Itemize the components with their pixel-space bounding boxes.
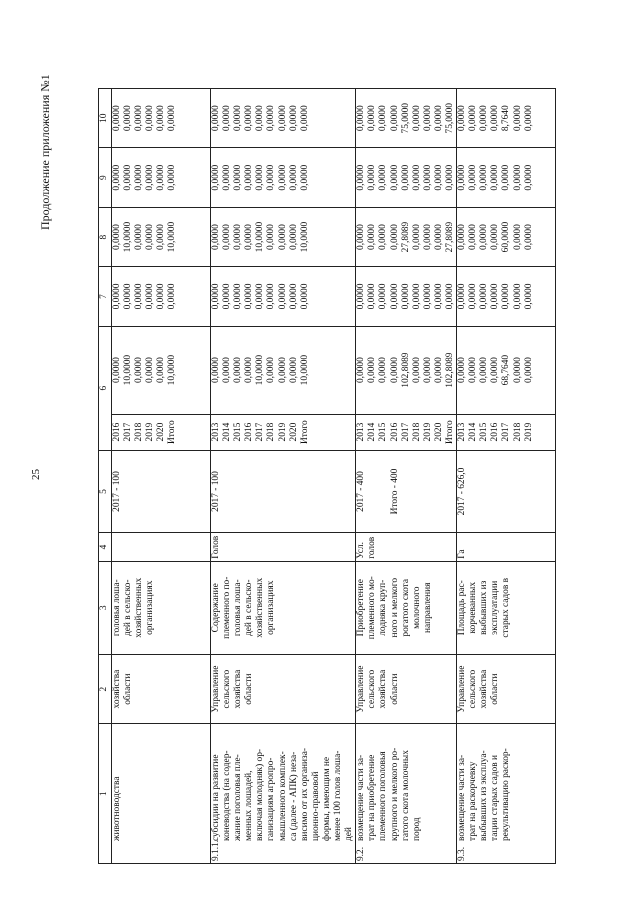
unit: Голов [211,533,356,561]
page-number: 25 [30,469,42,480]
target-value: 2017 - 400 Итого - 400 [356,450,457,533]
amount-col9: 0,0000 0,0000 0,0000 0,0000 0,0000 0,0000 [112,148,211,207]
indicator: головья лоша- дей в сельско- хозяйственных организациях [112,561,211,654]
amount-col10: 0,0000 0,0000 0,0000 0,0000 8,7640 0,0000 0,0000 [457,89,556,148]
col-header: 3 [99,561,112,654]
amount-col8: 0,0000 0,0000 0,0000 0,0000 60,0000 0,0000 0,0000 [457,207,556,266]
amount-col8: 0,0000 0,0000 0,0000 0,0000 10,0000 0,0000 0,0000 0,0000 10,0000 [211,207,356,266]
amount-col7: 0,0000 0,0000 0,0000 0,0000 0,0000 0,0000 0,0000 [457,267,556,326]
item-number: 9.2. [356,846,367,861]
measure-name: 9.2.возмещение части за- трат на приобретение племенного поголовья крупного и мелкого ро- гатого скота молочных пород [356,724,457,864]
measure-name: 9.1.1.субсидии на развитие коневодства (на содер- жание поголовья пле- менных лошадей, включая молодняк) ор- ганизациям агропро- мышленного комплек- са (далее - АПК) неза- висимо от их организа- ционно-правовой формы, имеющим не менее 100 голов лоша- дей [211,724,356,864]
amount-col8: 0,0000 10,0000 0,0000 0,0000 0,0000 10,0000 [112,207,211,266]
col-header: 6 [99,326,112,450]
total-amount: 0,0000 0,0000 0,0000 0,0000 68,7640 0,0000 0,0000 [457,326,556,414]
year-list: 2016 2017 2018 2019 2020 Итого [112,414,211,450]
target-value: 2017 - 100 [112,450,211,533]
rotated-table-area [98,88,588,864]
amount-col9: 0,0000 0,0000 0,0000 0,0000 0,0000 0,0000 0,0000 [457,148,556,207]
amount-col7: 0,0000 0,0000 0,0000 0,0000 0,0000 0,0000 [112,267,211,326]
col-header: 10 [99,89,112,148]
table-row [112,89,211,864]
col-header: 5 [99,450,112,533]
amount-col10: 0,0000 0,0000 0,0000 0,0000 0,0000 0,0000 0,0000 0,0000 0,0000 [211,89,356,148]
unit [112,533,211,561]
table-row [211,89,356,864]
col-header: 9 [99,148,112,207]
unit: Усл. голов [356,533,457,561]
col-header: 2 [99,654,112,724]
continuation-note: Продолжение приложения №1 [38,74,52,230]
amount-col7: 0,0000 0,0000 0,0000 0,0000 0,0000 0,0000 0,0000 0,0000 0,0000 [356,267,457,326]
executor: Управление сельского хозяйства области [457,654,556,724]
col-header: 4 [99,533,112,561]
amount-col8: 0,0000 0,0000 0,0000 0,0000 27,8089 0,0000 0,0000 0,0000 27,8089 [356,207,457,266]
indicator: Приобретение племенного мо- лодняка круп- ного и мелкого рогатого скота молочного направления [356,561,457,654]
amount-col7: 0,0000 0,0000 0,0000 0,0000 0,0000 0,0000 0,0000 0,0000 0,0000 [211,267,356,326]
amount-col9: 0,0000 0,0000 0,0000 0,0000 0,0000 0,0000 0,0000 0,0000 0,0000 [211,148,356,207]
table-row [356,89,457,864]
target-value: 2017 - 626,0 [457,450,556,533]
indicator: Площадь рас- корчеванных выбывших из эксплуатации старых садов в [457,561,556,654]
measure-name: животноводства [112,724,211,864]
executor: Управление сельского хозяйства области [356,654,457,724]
col-header: 1 [99,724,112,864]
col-header: 8 [99,207,112,266]
unit: Га [457,533,556,561]
measure-name: 9.3.возмещение части за- трат на раскорчевку выбывших из эксплуа- тации старых садов и рекультивацию раскор- [457,724,556,864]
amount-col9: 0,0000 0,0000 0,0000 0,0000 0,0000 0,0000 0,0000 0,0000 0,0000 [356,148,457,207]
header-row [99,89,112,864]
budget-table [98,88,556,864]
target-value: 2017 - 100 [211,450,356,533]
executor: Управление сельского хозяйства области [211,654,356,724]
total-amount: 0,0000 0,0000 0,0000 0,0000 10,0000 0,0000 0,0000 0,0000 10,0000 [211,326,356,414]
year-list: 2013 2014 2015 2016 2017 2018 2019 2020 Итого [211,414,356,450]
item-number: 9.1.1. [211,839,221,861]
executor: хозяйства области [112,654,211,724]
year-list: 2013 2014 2015 2016 2017 2018 2019 [457,414,556,450]
col-header: 7 [99,267,112,326]
item-number: 9.3. [457,846,468,861]
table-row [457,89,556,864]
total-amount: 0,0000 10,0000 0,0000 0,0000 0,0000 10,0000 [112,326,211,414]
amount-col10: 0,0000 0,0000 0,0000 0,0000 0,0000 0,0000 [112,89,211,148]
total-amount: 0,0000 0,0000 0,0000 0,0000 102,8089 0,0000 0,0000 0,0000 102,8089 [356,326,457,414]
year-list: 2013 2014 2015 2016 2017 2018 2019 2020 Итого [356,414,457,450]
indicator: Содержание племенного по- головья лоша- дей в сельско- хозяйственных организациях [211,561,356,654]
amount-col10: 0,0000 0,0000 0,0000 0,0000 75,0000 0,0000 0,0000 0,0000 75,0000 [356,89,457,148]
